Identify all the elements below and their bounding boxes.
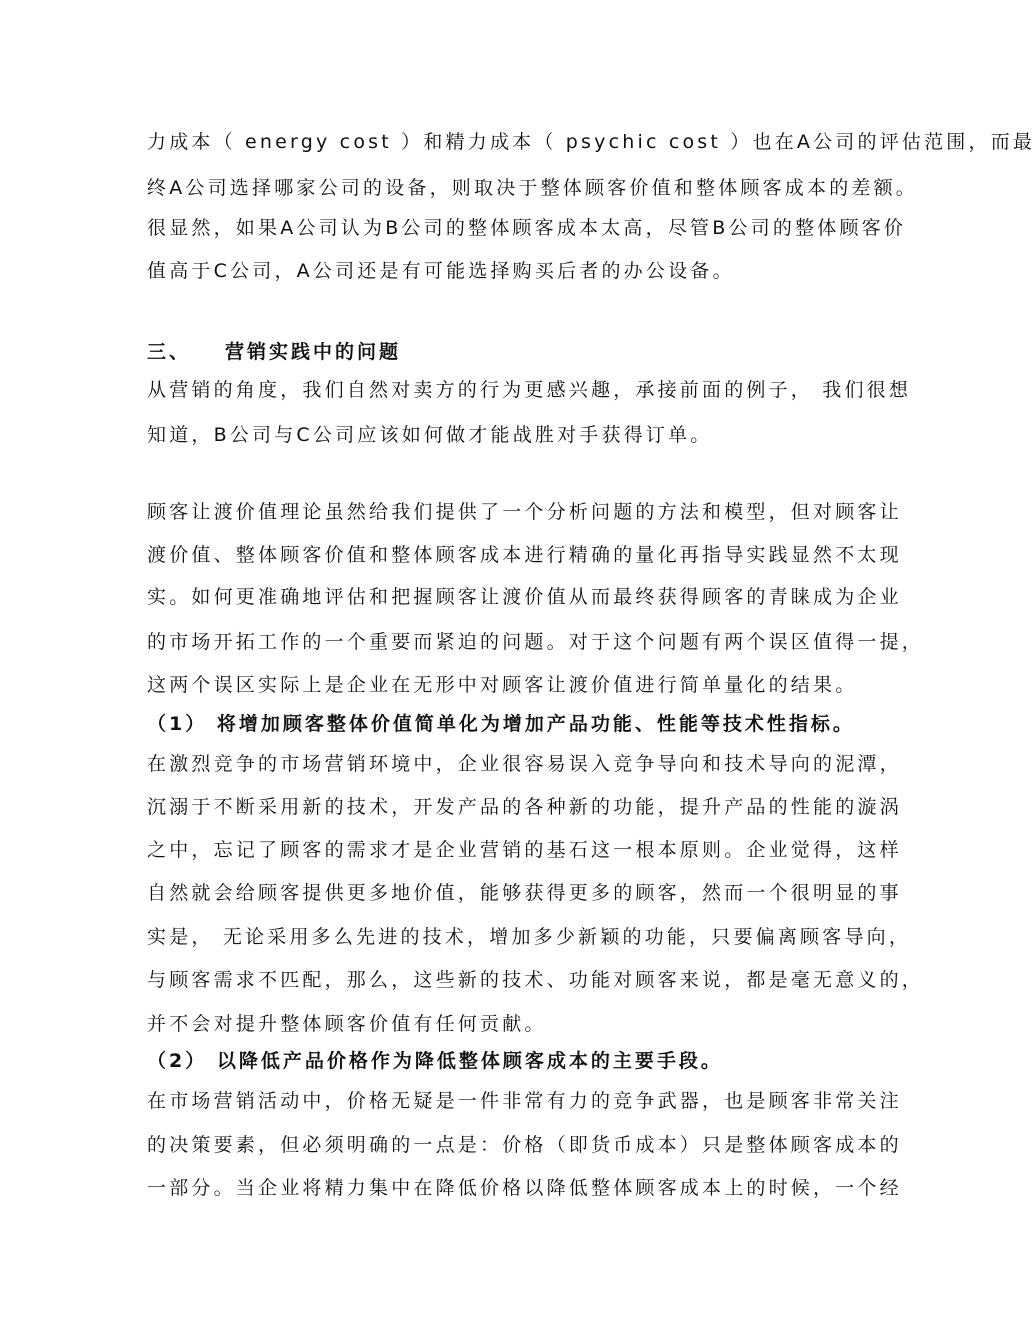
paragraph1-line: 很显然，如果A公司认为B公司的整体顾客成本太高，尽管B公司的整体顾客价 xyxy=(147,217,907,239)
paragraph1-line: 终A公司选择哪家公司的设备，则取决于整体顾客价值和整体顾客成本的差额。 xyxy=(147,177,918,199)
paragraph4-line: 并不会对提升整体顾客价值有任何贡献。 xyxy=(147,1013,547,1035)
paragraph3-line: 渡价值、整体顾客价值和整体顾客成本进行精确的量化再指导实践显然不太现 xyxy=(147,544,902,566)
section-title: 营销实践中的问题 xyxy=(225,341,402,363)
paragraph4-line: 之中，忘记了顾客的需求才是企业营销的基石这一根本原则。企业觉得，这样 xyxy=(147,839,902,861)
paragraph4-line: 实是， 无论采用多么先进的技术，增加多少新颖的功能，只要偏离顾客导向， xyxy=(147,926,912,948)
section-heading xyxy=(147,340,827,364)
paragraph1-line: 值高于C公司，A公司还是有可能选择购买后者的办公设备。 xyxy=(147,260,735,282)
paragraph5-line: 在市场营销活动中，价格无疑是一件非常有力的竞争武器，也是顾客非常关注 xyxy=(147,1090,902,1112)
paragraph3-line: 这两个误区实际上是企业在无形中对顾客让渡价值进行简单量化的结果。 xyxy=(147,674,858,696)
paragraph3-line: 顾客让渡价值理论虽然给我们提供了一个分析问题的方法和模型，但对顾客让 xyxy=(147,501,902,523)
item2-heading: （2） 以降低产品价格作为降低整体顾客成本的主要手段。 xyxy=(147,1050,723,1072)
item1-heading: （1） 将增加顾客整体价值简单化为增加产品功能、性能等技术性指标。 xyxy=(147,713,855,735)
paragraph3-line: 的市场开拓工作的一个重要而紧迫的问题。对于这个问题有两个误区值得一提， xyxy=(147,631,925,653)
section-number: 三、 xyxy=(147,341,192,363)
paragraph4-line: 沉溺于不断采用新的技术，开发产品的各种新的功能，提升产品的性能的漩涡 xyxy=(147,796,902,818)
paragraph1-line: 力成本（ energy cost ）和精力成本（ psychic cost ）也在A公司的评估范围，而最 xyxy=(147,131,1035,153)
paragraph2-line: 知道，B公司与C公司应该如何做才能战胜对手获得订单。 xyxy=(147,424,713,446)
paragraph4-line: 自然就会给顾客提供更多地价值，能够获得更多的顾客，然而一个很明显的事 xyxy=(147,882,902,904)
paragraph2-line: 从营销的角度，我们自然对卖方的行为更感兴趣，承接前面的例子， 我们很想 xyxy=(147,379,912,401)
paragraph4-line: 在激烈竞争的市场营销环境中，企业很容易误入竞争导向和技术导向的泥潭， xyxy=(147,753,902,775)
paragraph5-line: 一部分。当企业将精力集中在降低价格以降低整体顾客成本上的时候，一个经 xyxy=(147,1177,902,1199)
paragraph5-line: 的决策要素，但必须明确的一点是：价格（即货币成本）只是整体顾客成本的 xyxy=(147,1134,902,1156)
paragraph4-line: 与顾客需求不匹配，那么，这些新的技术、功能对顾客来说，都是毫无意义的， xyxy=(147,969,925,991)
paragraph3-line: 实。如何更准确地评估和把握顾客让渡价值从而最终获得顾客的青睐成为企业 xyxy=(147,586,902,608)
